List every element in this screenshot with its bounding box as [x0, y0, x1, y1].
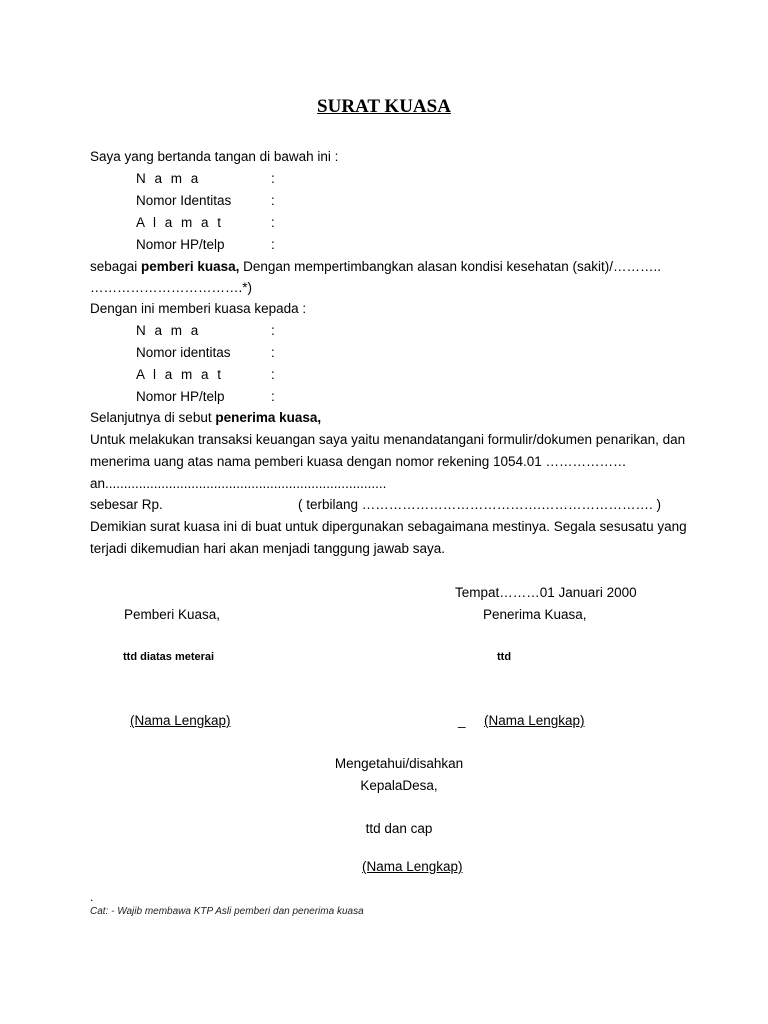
grantee-name-colon: :: [271, 323, 275, 338]
document-title: SURAT KUASA: [317, 96, 451, 117]
purpose-line-2: menerima uang atas nama pemberi kuasa dengan nomor rekening 1054.01 ………………: [90, 454, 627, 469]
grantor-phone-colon: :: [271, 237, 275, 252]
intro-text: Saya yang bertanda tangan di bawah ini :: [90, 149, 339, 164]
grantor-name-label: N a m a: [136, 171, 201, 186]
as-grantor-bold: pemberi kuasa,: [141, 259, 240, 274]
as-grantor-line2: …………………………….*): [90, 280, 252, 295]
account-name-line: an...........................................................................: [90, 476, 387, 491]
grantor-full-name: (Nama Lengkap): [130, 713, 231, 728]
footnote: Cat: - Wajib membawa KTP Asli pemberi dan penerima kuasa: [90, 906, 364, 917]
grantee-full-name: (Nama Lengkap): [484, 713, 585, 728]
grantor-address-label: A l a m a t: [136, 215, 224, 230]
place-date: Tempat………01 Januari 2000: [455, 585, 637, 600]
approval-line-1: Mengetahui/disahkan: [334, 756, 464, 771]
as-grantor-rest: Dengan mempertimbangkan alasan kondisi kesehatan (sakit)/………..: [239, 259, 662, 274]
next-bold: penerima kuasa,: [215, 410, 322, 425]
as-grantor-prefix: sebagai: [90, 259, 142, 274]
grantee-phone-label: Nomor HP/telp: [136, 389, 225, 404]
approval-line-2: KepalaDesa,: [360, 778, 438, 793]
grantee-address-colon: :: [271, 367, 275, 382]
purpose-line-1: Untuk melakukan transaksi keuangan saya yaitu menandatangani formulir/dokumen penarikan, dan: [90, 432, 686, 447]
grantee-id-colon: :: [271, 345, 275, 360]
authorize-text: Dengan ini memberi kuasa kepada :: [90, 301, 307, 316]
closing-line-2: terjadi dikemudian hari akan menjadi tanggung jawab saya.: [90, 541, 445, 556]
grantee-id-label: Nomor identitas: [136, 345, 231, 360]
grantor-signature-title: Pemberi Kuasa,: [124, 607, 221, 622]
grantee-address-label: A l a m a t: [136, 367, 224, 382]
amount-prefix: sebesar Rp.: [90, 497, 163, 512]
stray-dot: .: [90, 890, 94, 904]
as-grantor-line: [90, 258, 661, 276]
grantor-id-label: Nomor Identitas: [136, 193, 232, 208]
approval-full-name: (Nama Lengkap): [362, 859, 463, 874]
next-prefix: Selanjutnya di sebut: [90, 410, 216, 425]
grantor-id-colon: :: [271, 193, 275, 208]
grantor-name-colon: :: [271, 171, 275, 186]
amount-spelled: ( terbilang ………………………………….……………………. ): [298, 497, 662, 512]
grantee-signature-title: Penerima Kuasa,: [483, 607, 587, 622]
grantee-name-prefix: _: [458, 713, 466, 728]
approval-ttd: ttd dan cap: [365, 821, 433, 836]
grantee-phone-colon: :: [271, 389, 275, 404]
grantee-name-label: N a m a: [136, 323, 201, 338]
grantor-phone-label: Nomor HP/telp: [136, 237, 225, 252]
grantor-ttd-note: ttd diatas meterai: [123, 651, 215, 663]
grantor-address-colon: :: [271, 215, 275, 230]
next-line: [90, 409, 321, 427]
closing-line-1: Demikian surat kuasa ini di buat untuk dipergunakan sebagaimana mestinya. Segala sesusatu yang: [90, 519, 687, 534]
grantee-ttd-note: ttd: [497, 651, 512, 663]
